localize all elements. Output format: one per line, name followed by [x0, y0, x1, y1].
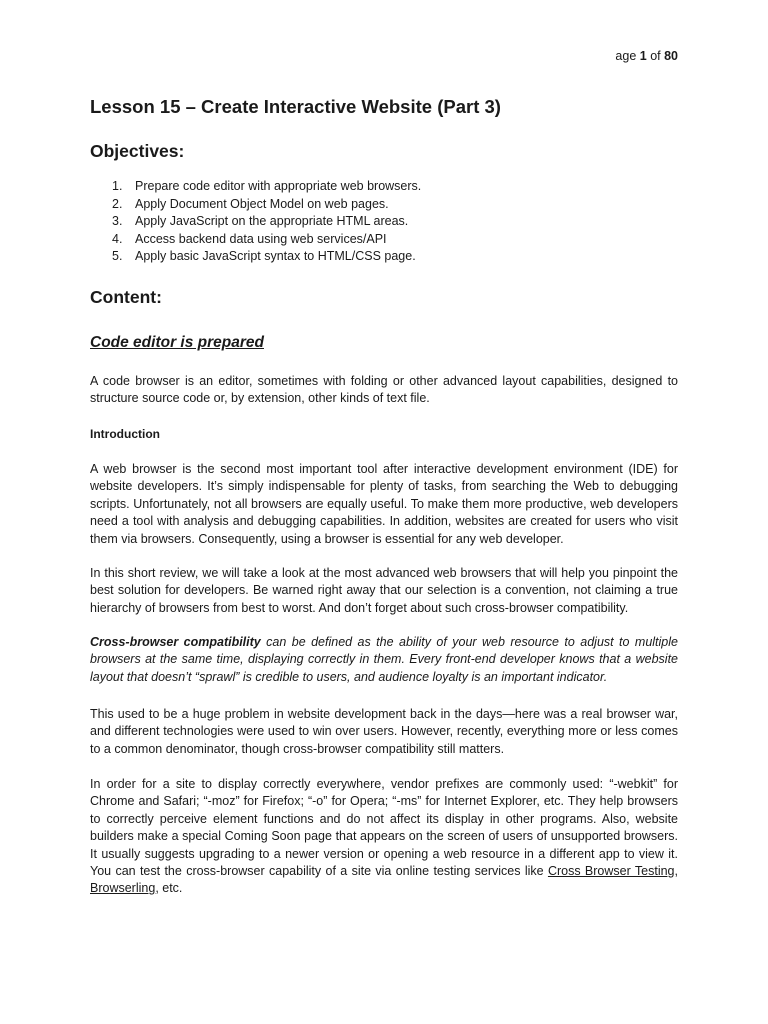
objective-number: 5. [112, 249, 123, 263]
page-indicator [615, 48, 678, 64]
content-heading: Content: [90, 287, 162, 307]
objective-item [90, 213, 421, 231]
cross-browser-paragraph [90, 634, 678, 686]
lesson-title: Lesson 15 – Create Interactive Website (Part 3) [90, 96, 501, 117]
objective-text: Prepare code editor with appropriate web browsers. [135, 179, 422, 193]
definition-paragraph: A code browser is an editor, sometimes with folding or other advanced layout capabilities, designed to structure source code or, by extension, other kinds of text file. [90, 374, 678, 406]
vendor-prefix-paragraph [90, 776, 678, 898]
introduction-label: Introduction [90, 427, 160, 441]
objective-number: 1. [112, 179, 123, 193]
link-separator: , [674, 864, 678, 879]
objective-text: Apply JavaScript on the appropriate HTML areas. [135, 214, 409, 228]
objective-text: Access backend data using web services/API [135, 231, 387, 246]
vendor-prefix-text: In order for a site to display correctly everywhere, vendor prefixes are commonly used: “-webkit” for Chrome and Safari; “-moz” for Firefox; “-o” for Opera; “-ms” for Internet Explorer, etc. They help browsers to correctly perceive element functions and do not affect its display in other programs. Also, website builders make a special Coming Soon page that appears on the screen of users of unsupported browsers. It usually suggests upgrading to a newer version or opening a web resource in a different app to view it. You can test the cross-browser capability of a site via online testing services like [90, 777, 678, 879]
page-total: 80 [664, 49, 678, 63]
objectives-list [90, 178, 421, 266]
objective-text: Apply basic JavaScript syntax to HTML/CSS page. [135, 249, 416, 263]
intro-paragraph-2: In this short review, we will take a look at the most advanced web browsers that will help you pinpoint the best solution for developers. Be warned right away that our selection is a convention, not claiming a true hierarchy of browsers from best to worst. And don’t forget about such cross-browser compatibility. [90, 566, 678, 615]
objective-text: Apply Document Object Model on web pages. [135, 196, 389, 211]
cross-browser-definition: can be defined as the ability of your web resource to adjust to multiple browsers at the same time, displaying correctly in them. Every front-end developer knows that a website layout that doesn’t “sprawl” is credible to users, and audience loyalty is an important indicator. [90, 635, 678, 684]
document-page [90, 0, 678, 1024]
objective-item [90, 178, 421, 196]
history-paragraph: This used to be a huge problem in website development back in the days—here was a real browser war, and different technologies were used to win over users. However, recently, everything more or less comes to a common denominator, though cross-browser compatibility still matters. [90, 707, 678, 756]
objective-number: 3. [112, 214, 123, 228]
browserling-link[interactable]: Browserling [90, 881, 156, 896]
cross-browser-term: Cross-browser compatibility [90, 635, 261, 649]
paragraph-end: , etc. [155, 881, 183, 896]
intro-paragraph-1: A web browser is the second most important tool after interactive development environment (IDE) for website developers. It’s simply indispensable for plenty of tasks, from searching the Web to debugging scripts. Unfortunately, not all browsers are equally useful. To make them more productive, web developers need a tool with analysis and debugging capabilities. In addition, websites are created for users who visit them via browsers. Consequently, using a browser is essential for any web developer. [90, 462, 678, 546]
page-indicator-prefix: age [615, 49, 640, 63]
code-editor-subheading: Code editor is prepared [90, 334, 264, 351]
cross-browser-testing-link[interactable]: Cross Browser Testing [547, 864, 675, 879]
page-current: 1 [639, 49, 647, 63]
objective-item [90, 196, 421, 214]
objective-number: 4. [112, 231, 123, 246]
objective-item [90, 248, 421, 266]
objective-item [90, 231, 421, 249]
page-indicator-separator: of [646, 49, 665, 63]
objective-number: 2. [112, 196, 123, 211]
objectives-heading: Objectives: [90, 141, 185, 161]
